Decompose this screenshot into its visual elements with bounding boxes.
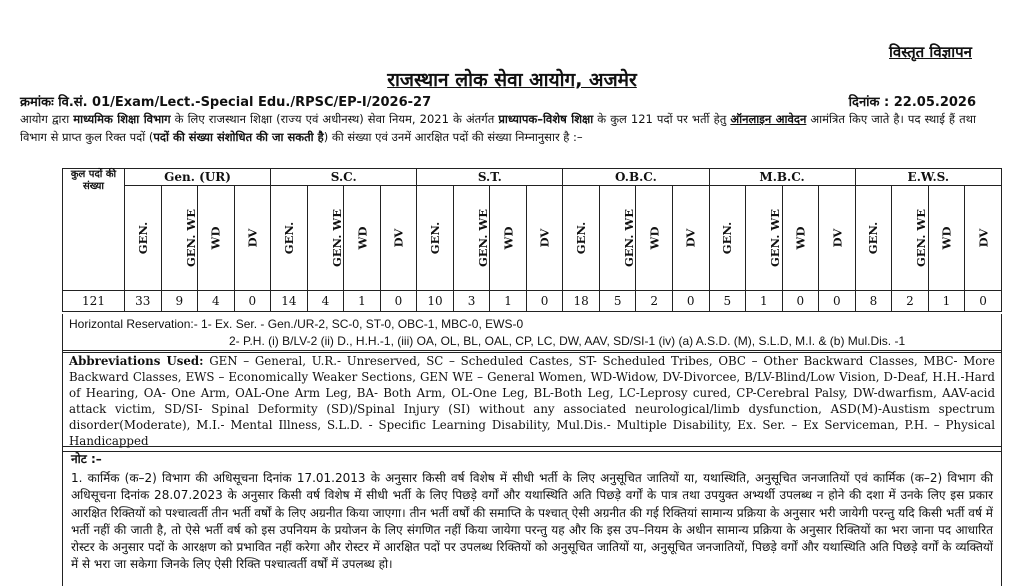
post-count-cell: 1 xyxy=(344,291,381,312)
intro-paragraph xyxy=(20,110,976,146)
post-count-cell: 10 xyxy=(417,291,454,312)
post-count-cell: 2 xyxy=(636,291,673,312)
subcategory-label: GEN. xyxy=(866,221,881,255)
post-count-cell: 14 xyxy=(271,291,308,312)
department-name: माध्यमिक शिक्षा विभाग xyxy=(73,112,171,126)
notes-title: नोट :– xyxy=(71,452,102,466)
subcategory-label: DV xyxy=(976,228,991,248)
subcategory-label: WD xyxy=(647,226,662,250)
subcategory-label: WD xyxy=(208,226,223,250)
post-count-cell: 0 xyxy=(672,291,709,312)
category-header: S.T. xyxy=(417,169,563,186)
subcategory-label: GEN. xyxy=(135,221,150,255)
subcategory-header xyxy=(490,186,527,291)
post-count-cell: 5 xyxy=(709,291,746,312)
abbreviations-text: GEN – General, U.R.- Unreserved, SC – Scheduled Castes, ST- Scheduled Tribes, OBC – Other Backward Classes, MBC- More Backward Classes, EWS – Economically Weaker Sections, GEN WE – General Women, WD-Widow, DV-Divorcee, B/LV-Blind/Low Vision, D-Deaf, H.H.-Hard of Hearing, OA- One Arm, OAL-One Arm Leg, BA- Both Arm, OL-One Leg, BL-Both Leg, LC-Leprosy cured, CP-Cerebral Palsy, DW-dwarfism, AAV-acid attack victim, SD/SI- Spinal Deformity (SD)/Spinal Injury (SI) without any associated neurological/limb dysfunction, ASD(M)-Austism spectrum disorder(Moderate), M.I.- Mental Illness, S.L.D. - Specific Learning Disability, Mul.Dis.- Multiple Disability, Ex. Ser. – Ex Serviceman, P.H. – Physical Handicapped xyxy=(69,354,996,448)
subcategory-label: WD xyxy=(354,226,369,250)
subcategory-header xyxy=(380,186,417,291)
subcategory-label: GEN. xyxy=(281,221,296,255)
post-count-cell: 0 xyxy=(782,291,819,312)
subcategory-label: DV xyxy=(829,228,844,248)
subcategory-header xyxy=(234,186,271,291)
subcategory-label: DV xyxy=(683,228,698,248)
advertisement-date: दिनांक : 22.05.2026 xyxy=(848,95,976,110)
intro-text-2: के लिए राजस्थान शिक्षा (राज्य एवं अधीनस्थ) सेवा नियम, 2021 के अंतर्गत xyxy=(170,112,499,126)
post-count-cell: 18 xyxy=(563,291,600,312)
subcategory-label: GEN. WE xyxy=(475,208,490,268)
subcategory-label: GEN. WE xyxy=(621,208,636,268)
ad-type-heading: विस्तृत विज्ञापन xyxy=(889,43,972,61)
subcategory-header xyxy=(928,186,965,291)
subcategory-header xyxy=(453,186,490,291)
reference-line xyxy=(20,92,976,110)
post-count-cell: 8 xyxy=(855,291,892,312)
post-count-cell: 5 xyxy=(599,291,636,312)
subcategory-label: GEN. WE xyxy=(768,208,783,268)
post-count-cell: 1 xyxy=(928,291,965,312)
subcategory-label: WD xyxy=(793,226,808,250)
post-count-cell: 1 xyxy=(746,291,783,312)
subcategory-header xyxy=(198,186,235,291)
subcategory-header xyxy=(746,186,783,291)
subcategory-header xyxy=(636,186,673,291)
subcategory-header xyxy=(782,186,819,291)
post-count-cell: 4 xyxy=(198,291,235,312)
subcategory-label: DV xyxy=(245,228,260,248)
intro-text-4: आमंत्रित किए जाते है। पद स्थाई हैं तथा विभाग से प्राप्त कुल रिक्त पदों ( xyxy=(20,112,976,144)
subcategory-header xyxy=(892,186,929,291)
notes-block xyxy=(62,446,1002,586)
category-header: E.W.S. xyxy=(855,169,1001,186)
subcategory-header xyxy=(271,186,308,291)
category-header: Gen. (UR) xyxy=(125,169,271,186)
subcategory-header xyxy=(672,186,709,291)
commission-name: राजस्थान लोक सेवा आयोग, अजमेर xyxy=(387,69,637,91)
subcategory-label: GEN. xyxy=(720,221,735,255)
reference-number: क्रमांकः वि.सं. 01/Exam/Lect.-Special Edu./RPSC/EP-I/2026-27 xyxy=(20,95,432,110)
category-header: O.B.C. xyxy=(563,169,709,186)
subcategory-label: GEN. WE xyxy=(183,208,198,268)
total-posts-header: कुल पदों की संख्या xyxy=(63,169,125,291)
subcategory-header xyxy=(965,186,1002,291)
subcategory-header xyxy=(307,186,344,291)
post-count-cell: 2 xyxy=(892,291,929,312)
subcategory-label: DV xyxy=(391,228,406,248)
revisable-note: पदों की संख्या संशोधित की जा सकती है xyxy=(153,130,324,144)
total-posts-value: 121 xyxy=(63,291,125,312)
subcategory-header xyxy=(344,186,381,291)
subcategory-label: DV xyxy=(537,228,552,248)
subcategory-label: WD xyxy=(939,226,954,250)
horizontal-reservation-line-1: Horizontal Reservation:- 1- Ex. Ser. - Gen./UR-2, SC-0, ST-0, OBC-1, MBC-0, EWS-0 xyxy=(69,317,524,331)
subcategory-label: GEN. xyxy=(574,221,589,255)
subcategory-header xyxy=(417,186,454,291)
online-application-text: ऑनलाइन आवेदन xyxy=(730,112,807,126)
post-name: प्राध्यापक–विशेष शिक्षा xyxy=(498,112,594,126)
subcategory-header xyxy=(125,186,162,291)
subcategory-header xyxy=(599,186,636,291)
subcategory-header xyxy=(563,186,600,291)
post-count-cell: 9 xyxy=(161,291,198,312)
subcategory-label: GEN. xyxy=(428,221,443,255)
post-count-cell: 33 xyxy=(125,291,162,312)
subcategory-header xyxy=(819,186,856,291)
subcategory-header xyxy=(161,186,198,291)
subcategory-label: GEN. WE xyxy=(914,208,929,268)
category-header: M.B.C. xyxy=(709,169,855,186)
post-count-cell: 0 xyxy=(234,291,271,312)
post-count-cell: 4 xyxy=(307,291,344,312)
abbreviations-block xyxy=(62,350,1002,452)
horizontal-reservation-line-2: 2- P.H. (i) B/LV-2 (ii) D., H.H.-1, (iii) OA, OL, BL, OAL, CP, LC, DW, AAV, SD/SI-1 (iv) (a) A.S.D. (M), S.L.D, M.I. & (b) Mul.Dis. -1 xyxy=(229,334,906,348)
horizontal-reservation xyxy=(62,314,1002,353)
intro-text-3: के कुल 121 पदों पर भर्ती हेतु xyxy=(593,112,731,126)
subcategory-label: WD xyxy=(501,226,516,250)
subcategory-header xyxy=(855,186,892,291)
abbreviations-label: Abbreviations Used: xyxy=(69,354,204,368)
post-count-cell: 1 xyxy=(490,291,527,312)
post-count-cell: 3 xyxy=(453,291,490,312)
category-header: S.C. xyxy=(271,169,417,186)
post-count-cell: 0 xyxy=(819,291,856,312)
intro-text-5: ) की संख्या एवं उनमें आरक्षित पदों की संख्या निम्नानुसार है :– xyxy=(323,130,583,144)
subcategory-label: GEN. WE xyxy=(329,208,344,268)
note-item-1: 1. कार्मिक (क–2) विभाग की अधिसूचना दिनांक 17.01.2013 के अनुसार किसी वर्ष विशेष में सीधी भर्ती के लिए अनुसूचित जातियों या, यथास्थिति, अनुसूचित जनजातियों एवं कार्मिक (क–2) विभाग की अधिसूचना दिनांक 28.07.2023 के अनुसार किसी वर्ष विशेष में सीधी भर्ती के लिए पिछड़े वर्गों और यथास्थिति अति पिछड़े वर्गों के पात्र तथा उपयुक्त अभ्यर्थी उपलब्ध न होने की दशा में उनके लिए इस प्रकार आरक्षित रिक्तियों को पश्चात्वर्ती तीन भर्ती वर्षों के लिए अग्रनीत किया जाएगा। तीन भर्ती वर्षों की समाप्ति के पश्चात् ऐसी अग्रनीत की गई रिक्तियां सामान्य प्रक्रिया के अनुसार भरी जायेगी परन्तु यदि किसी भर्ती वर्ष में भर्ती नहीं की जाती है, तो ऐसे भर्ती वर्ष को इस उपनियम के प्रयोजन के लिए संगणित नहीं किया जायेगा परन्तु यह और कि इस उप–नियम के अधीन सामान्य प्रक्रिया के अनुसार रिक्तियों का भरा जाना पद आधारित रोस्टर के अनुसार पदों के आरक्षण को प्रभावित नहीं करेगा और रोस्टर में आरक्षित पदों पर उपलब्ध रिक्तियों को अनुसूचित जातियों या, अनुसूचित जनजातियों, पिछड़े वर्गों और यथास्थिति अति पिछड़े वर्गों के व्यक्तियों में से भरा जा सकेगा जिनके लिए ऐसी रिक्ति पश्चात्वर्ती वर्षों में उपलब्ध हो। xyxy=(71,471,993,572)
vacancy-table xyxy=(62,168,1002,312)
subcategory-header xyxy=(709,186,746,291)
post-count-cell: 0 xyxy=(380,291,417,312)
commission-title xyxy=(0,66,1024,92)
post-count-cell: 0 xyxy=(526,291,563,312)
post-count-cell: 0 xyxy=(965,291,1002,312)
intro-text-1: आयोग द्वारा xyxy=(20,112,74,126)
subcategory-header xyxy=(526,186,563,291)
